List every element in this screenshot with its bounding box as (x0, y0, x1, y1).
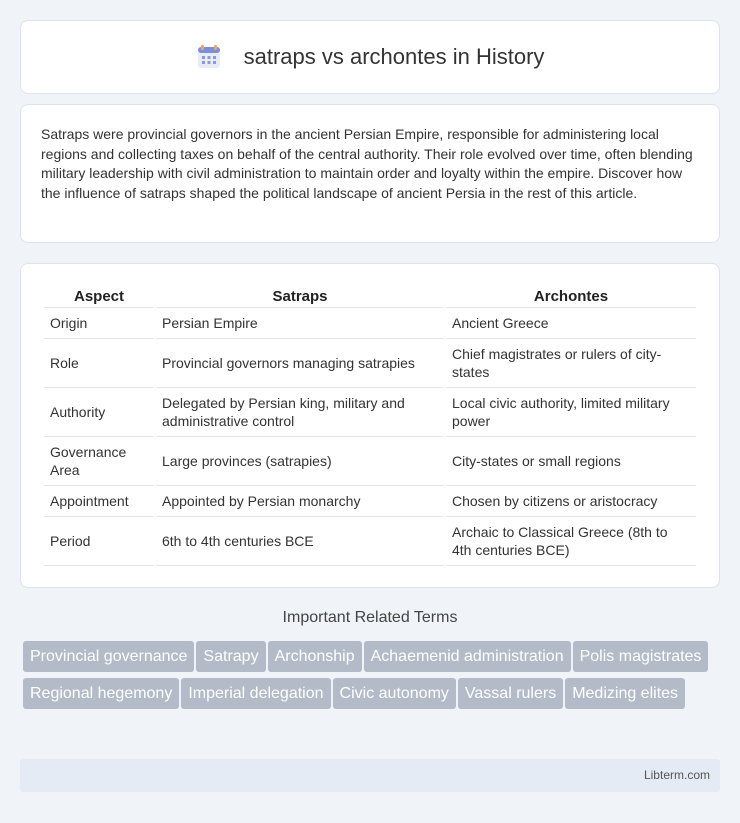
table-cell: Large provinces (satrapies) (156, 437, 444, 486)
footer-brand[interactable]: Libterm.com (643, 768, 710, 782)
table-cell: Provincial governors managing satrapies (156, 339, 444, 388)
table-cell: Authority (44, 388, 154, 437)
calendar-grid-icon (196, 44, 222, 70)
related-term-tag[interactable]: Achaemenid administration (364, 641, 571, 672)
table-header-row (44, 284, 696, 308)
related-term-tag[interactable]: Imperial delegation (181, 678, 330, 709)
table-row (44, 486, 696, 517)
table-row (44, 437, 696, 486)
table-row (44, 517, 696, 566)
table-cell: Appointed by Persian monarchy (156, 486, 444, 517)
related-term-tag[interactable]: Provincial governance (23, 641, 194, 672)
table-cell: Origin (44, 308, 154, 339)
related-terms-list (23, 641, 723, 715)
table-cell: Delegated by Persian king, military and administrative control (156, 388, 444, 437)
related-term-tag[interactable]: Civic autonomy (333, 678, 456, 709)
related-term-tag[interactable]: Regional hegemony (23, 678, 179, 709)
related-term-tag[interactable]: Vassal rulers (458, 678, 563, 709)
table-cell: Role (44, 339, 154, 388)
table-cell: Appointment (44, 486, 154, 517)
footer (20, 759, 720, 792)
table-cell: Chief magistrates or rulers of city-states (446, 339, 696, 388)
column-header: Satraps (156, 284, 444, 308)
related-term-tag[interactable]: Polis magistrates (573, 641, 709, 672)
comparison-table (42, 284, 698, 566)
column-header: Aspect (44, 284, 154, 308)
table-cell: 6th to 4th centuries BCE (156, 517, 444, 566)
related-terms-title: Important Related Terms (282, 609, 458, 626)
table-row (44, 308, 696, 339)
table-cell: Local civic authority, limited military power (446, 388, 696, 437)
related-term-tag[interactable]: Medizing elites (565, 678, 685, 709)
related-term-tag[interactable]: Satrapy (196, 641, 265, 672)
table-cell: Archaic to Classical Greece (8th to 4th centuries BCE) (446, 517, 696, 566)
related-term-tag[interactable]: Archonship (268, 641, 362, 672)
page-header (20, 20, 720, 94)
table-cell: Governance Area (44, 437, 154, 486)
page-title: satraps vs archontes in History (243, 44, 545, 69)
table-cell: Ancient Greece (446, 308, 696, 339)
column-header: Archontes (446, 284, 696, 308)
intro-card (20, 104, 720, 243)
table-cell: Persian Empire (156, 308, 444, 339)
intro-text: Satraps were provincial governors in the ancient Persian Empire, responsible for administering local regions and collecting taxes on behalf of the central authority. Their role evolved over time, often blending military leadership with civil administration to maintain order and loyalty within the empire. Discover how the influence of satraps shaped the political landscape of ancient Persia in the rest of this article. (41, 126, 693, 201)
table-row (44, 388, 696, 437)
comparison-card (20, 263, 720, 588)
table-cell: Chosen by citizens or aristocracy (446, 486, 696, 517)
table-cell: Period (44, 517, 154, 566)
table-row (44, 339, 696, 388)
table-cell: City-states or small regions (446, 437, 696, 486)
